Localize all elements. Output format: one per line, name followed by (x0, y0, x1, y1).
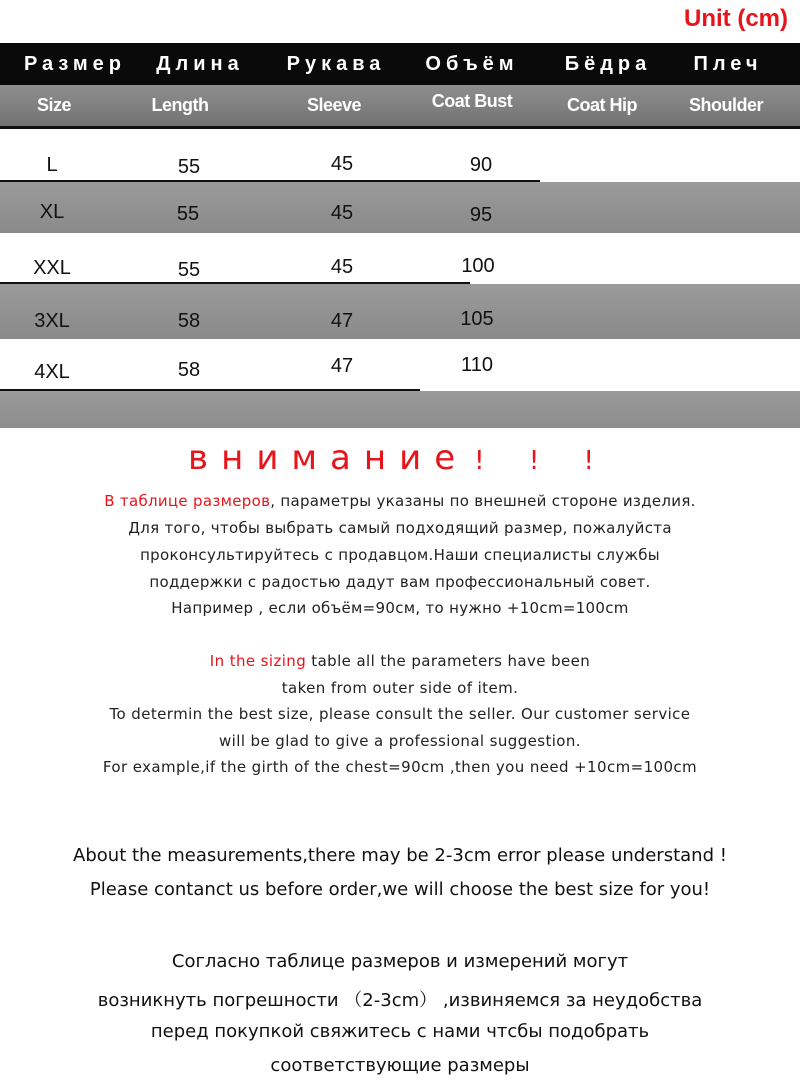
header-en-hip: Coat Hip (567, 95, 637, 115)
notice-ru-line-1-text: , параметры указаны по внешней стороне изделия. (270, 492, 696, 510)
notice-en-line-3: To determin the best size, please consult the seller. Our customer service (109, 705, 691, 723)
header-en-shoulder: Shoulder (688, 95, 763, 115)
notice-en-line-1-text: table all the parameters have been (306, 652, 591, 670)
table-row (0, 284, 800, 339)
attention-marks: ! ! ! (474, 446, 612, 476)
header-en-bust: Coat Bust (431, 91, 513, 111)
cell-length: 58 (177, 310, 201, 332)
notice-en-line-4: will be glad to give a professional suggestion. (219, 732, 581, 750)
notice-ru-line-1 (0, 492, 800, 510)
measurement-note-ru-line-1: Согласно таблице размеров и измерений могут (171, 951, 629, 972)
cell-bust: 100 (461, 255, 495, 277)
header-ru-bust: Объём (425, 52, 519, 75)
cell-size: L (46, 154, 58, 176)
notice-en-highlight: In the sizing (209, 652, 307, 670)
notice-ru-line-2: Для того, чтобы выбрать самый подходящий размер, пожалуйста (128, 519, 672, 537)
measurement-note-line-1: About the measurements,there may be 2-3cm error please understand ! (73, 845, 727, 866)
header-ru-length: Длина (156, 52, 244, 75)
cell-sleeve: 45 (330, 256, 354, 278)
attention-heading (0, 438, 800, 478)
cell-length: 55 (176, 203, 200, 225)
unit-label: Unit (cm) (684, 5, 788, 32)
measurement-note-line-2: Please contanct us before order,we will choose the best size for you! (89, 879, 711, 900)
measurement-note-ru-line-4: соответствующие размеры (270, 1055, 530, 1076)
cell-bust: 110 (461, 354, 493, 376)
cell-bust: 105 (460, 308, 494, 330)
table-footer-band (0, 391, 800, 428)
header-ru-hip: Бёдра (564, 52, 652, 75)
measurement-note-ru-line-3: перед покупкой свяжитесь с нами чтсбы подобрать (150, 1021, 650, 1042)
notice-en-line-5: For example,if the girth of the chest=90cm ,then you need +10cm=100cm (102, 758, 698, 776)
cell-size: 4XL (34, 361, 70, 383)
header-row-russian (0, 43, 800, 85)
cell-sleeve: 45 (330, 202, 354, 224)
table-row (0, 182, 800, 233)
attention-word: внимание (188, 438, 469, 478)
cell-length: 55 (177, 259, 201, 281)
notice-ru-line-4: поддержки с радостью дадут вам профессиональный совет. (149, 573, 651, 591)
header-en-sleeve: Sleeve (306, 95, 362, 115)
measurement-note-ru-line-2: возникнуть погрешности （2-3cm） ,извиняемся за неудобства (97, 990, 703, 1011)
cell-bust: 95 (469, 204, 493, 226)
table-row (0, 233, 800, 284)
header-ru-size: Размер (23, 52, 127, 75)
notice-ru-highlight: В таблице размеров (104, 492, 271, 510)
cell-length: 58 (177, 359, 201, 381)
header-ru-sleeve: Рукава (286, 52, 386, 75)
cell-size: XL (39, 201, 65, 223)
cell-sleeve: 45 (330, 153, 354, 175)
cell-bust: 90 (469, 154, 493, 176)
cell-size: XXL (33, 257, 71, 279)
cell-sleeve: 47 (330, 310, 354, 332)
header-en-length: Length (151, 95, 209, 115)
notice-ru-line-5: Например , если объём=90см, то нужно +10cm=100cm (171, 599, 629, 617)
cell-sleeve: 47 (330, 355, 354, 377)
header-en-size: Size (36, 95, 72, 115)
notice-en-line-1 (0, 652, 800, 670)
header-ru-shoulder: Плеч (693, 52, 763, 75)
table-row (0, 339, 800, 391)
notice-ru-line-3: проконсультируйтесь с продавцом.Наши специалисты службы (140, 546, 660, 564)
cell-size: 3XL (34, 310, 70, 332)
table-row (0, 129, 800, 182)
notice-en-line-2: taken from outer side of item. (281, 679, 519, 697)
header-row-english (0, 85, 800, 129)
cell-length: 55 (177, 156, 201, 178)
